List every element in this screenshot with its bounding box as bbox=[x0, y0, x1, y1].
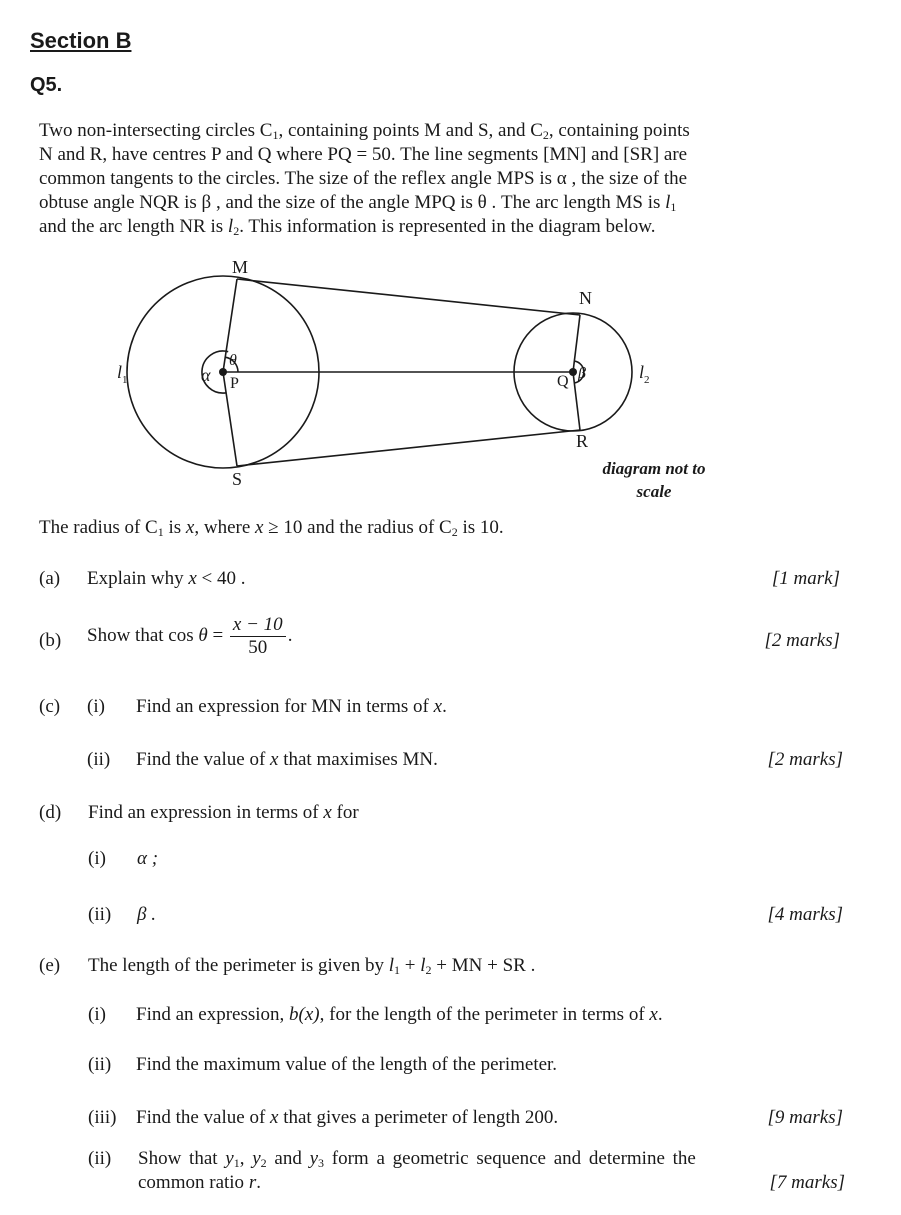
tangent-mn bbox=[237, 279, 580, 315]
part-e-i-label: (i) bbox=[88, 1004, 106, 1025]
part-e-label: (e) bbox=[39, 955, 61, 976]
part-c-label: (c) bbox=[39, 696, 61, 717]
part-d-marks: [4 marks] bbox=[767, 904, 843, 925]
part-d-i-label: (i) bbox=[88, 848, 106, 869]
part-e-marks: [9 marks] bbox=[767, 1107, 843, 1128]
label-alpha: α bbox=[201, 365, 211, 385]
part-e-ii-label: (ii) bbox=[88, 1054, 112, 1075]
diagram-note-line-1: diagram not to bbox=[602, 459, 706, 478]
part-f-text-line-2: common ratio r. bbox=[138, 1172, 261, 1193]
part-c-ii-label: (ii) bbox=[87, 749, 111, 770]
centre-p-dot bbox=[219, 368, 227, 376]
fraction bbox=[230, 614, 286, 659]
intro-line-5: and the arc length NR is $l_2$. This information is represented in the diagram below. bbox=[39, 216, 656, 238]
part-d-label: (d) bbox=[39, 802, 62, 823]
radius-statement: The radius of $C_1$ is x, where x ≥ 10 and the radius of $C_2$ is 10. bbox=[39, 517, 504, 539]
label-r: R bbox=[576, 431, 589, 451]
label-p: P bbox=[230, 375, 239, 392]
part-c-marks: [2 marks] bbox=[767, 749, 843, 770]
part-c-i-label: (i) bbox=[87, 696, 105, 717]
part-d-ii-text: β . bbox=[137, 904, 156, 925]
question-number: Q5. bbox=[30, 74, 63, 96]
intro-line-2: N and R, have centres P and Q where PQ = 50. The line segments [MN] and [SR] are bbox=[39, 144, 688, 165]
fraction-numerator: x − 10 bbox=[230, 614, 286, 637]
intro-line-4: obtuse angle NQR is β , and the size of the angle MPQ is θ . The arc length MS is $l_1$ bbox=[39, 192, 677, 214]
fraction-denominator: 50 bbox=[248, 637, 268, 658]
part-d-ii-label: (ii) bbox=[88, 904, 112, 925]
label-beta: β bbox=[578, 365, 586, 382]
intro-line-1: Two non-intersecting circles $C_1$, containing points M and S, and $C_2$, containing points bbox=[39, 120, 690, 142]
part-c-i-text: Find an expression for MN in terms of x. bbox=[136, 696, 447, 717]
part-f-label: (ii) bbox=[88, 1148, 112, 1169]
label-q: Q bbox=[557, 373, 569, 390]
part-e-iii-text: Find the value of x that gives a perimeter of length 200. bbox=[136, 1107, 559, 1128]
part-d-i-text: α ; bbox=[137, 848, 159, 869]
part-b-label: (b) bbox=[39, 630, 62, 651]
part-a-label: (a) bbox=[39, 568, 61, 589]
label-l1: l bbox=[117, 362, 123, 382]
intro-line-3: common tangents to the circles. The size of the reflex angle MPS is α , the size of the bbox=[39, 168, 688, 189]
label-l1-sub: 1 bbox=[122, 374, 128, 386]
part-e-iii-label: (iii) bbox=[88, 1107, 117, 1128]
part-b-marks: [2 marks] bbox=[764, 630, 840, 651]
label-l2-sub: 2 bbox=[644, 374, 650, 386]
part-d-text: Find an expression in terms of x for bbox=[88, 802, 359, 823]
label-n: N bbox=[579, 288, 592, 308]
label-theta: θ bbox=[229, 352, 237, 369]
part-f-text: Show that $y_1$, $y_2$ and $y_3$ form a geometric sequence and determine the bbox=[138, 1148, 696, 1170]
part-b-text: Show that cos θ = $\frac{x - 10}{50}$ . bbox=[87, 614, 293, 658]
tangent-sr bbox=[237, 430, 580, 466]
part-e-ii-text: Find the maximum value of the length of the perimeter. bbox=[136, 1054, 558, 1075]
centre-q-dot bbox=[569, 368, 577, 376]
part-e-i-text: Find an expression, b(x), for the length of the perimeter in terms of x. bbox=[136, 1004, 663, 1025]
section-heading: Section B bbox=[30, 28, 132, 53]
diagram-note-line-2: scale bbox=[636, 482, 672, 501]
label-l2: l bbox=[639, 362, 645, 382]
label-m: M bbox=[232, 257, 249, 277]
circles-diagram bbox=[95, 250, 755, 510]
part-a-text: Explain why x < 40 . bbox=[87, 568, 246, 589]
label-s: S bbox=[232, 469, 243, 489]
part-f-marks: [7 marks] bbox=[769, 1172, 845, 1193]
part-c-ii-text: Find the value of x that maximises MN. bbox=[136, 749, 438, 770]
part-e-text: The length of the perimeter is given by $l_1 + l_2$ + MN + SR . bbox=[88, 955, 536, 977]
part-a-marks: [1 mark] bbox=[771, 568, 840, 589]
